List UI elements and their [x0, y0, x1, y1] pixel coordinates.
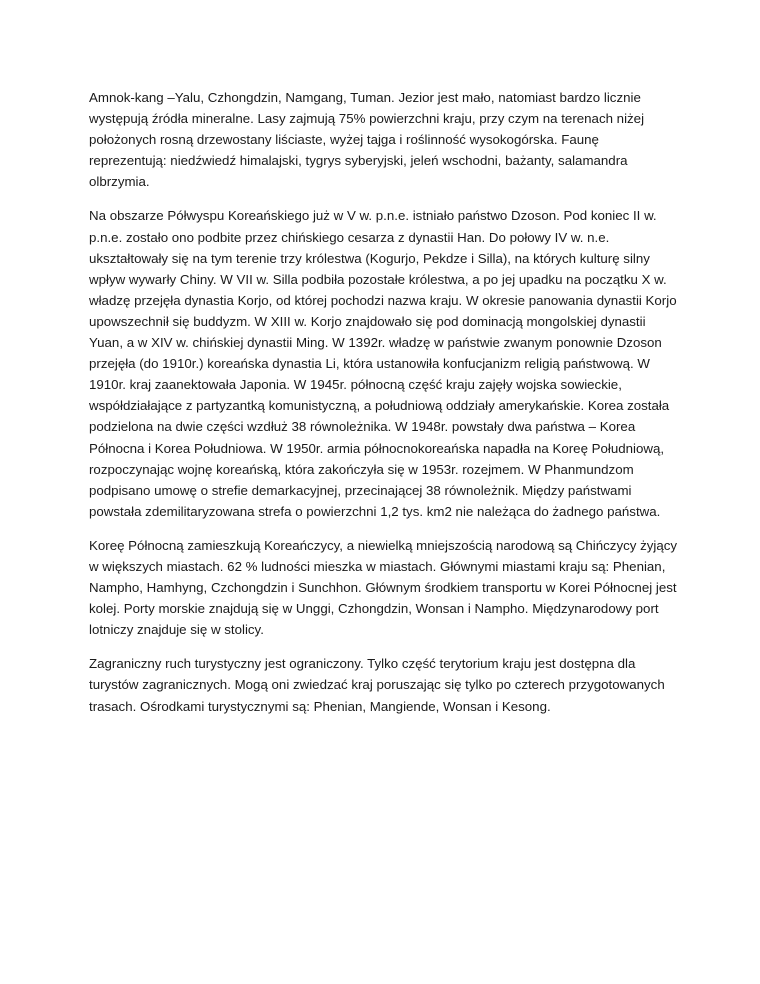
paragraph-population: Koreę Północną zamieszkują Koreańczycy, a niewielką mniejszością narodową są Chińczycy żyjący w większych miastach. 62 % ludności mieszka w miastach. Głównymi miastami kraju są: Phenian, Nampho, Hamhyng, Czchongdzin i Sunchhon. Głównym środkiem transportu w Korei Północnej jest kolej. Porty morskie znajdują się w Unggi, Czhongdzin, Wonsan i Nampho. Międzynarodowy port lotniczy znajduje się w stolicy. [89, 537, 678, 638]
document-body [89, 87, 679, 730]
paragraph-history: Na obszarze Półwyspu Koreańskiego już w V w. p.n.e. istniało państwo Dzoson. Pod koniec II w. p.n.e. zostało ono podbite przez chińskiego cesarza z dynastii Han. Do połowy IV w. n.e. ukształtowały się na tym terenie trzy królestwa (Kogurjo, Pekdze i Silla), na których kulturę silny wpływ wywarły Chiny. W VII w. Silla podbiła pozostałe królestwa, a po jej upadku na początku X w. władzę przejęła dynastia Korjo, od której pochodzi nazwa kraju. W okresie panowania dynastii Korjo upowszechnił się buddyzm. W XIII w. Korjo znajdowało się pod dominacją mongolskiej dynastii Yuan, a w XIV w. chińskiej dynastii Ming. W 1392r. władzę w państwie zwanym ponownie Dzoson przejęła (do 1910r.) koreańska dynastia Li, która ustanowiła konfucjanizm religią państwową. W 1910r. kraj zaanektowała Japonia. W 1945r. północną część kraju zajęły wojska sowieckie, współdziałające z partyzantką komunistyczną, a południową oddziały amerykańskie. Korea została podzielona na dwie części wzdłuż 38 równoleżnika. W 1948r. powstały dwa państwa – Korea Północna i Korea Południowa. W 1950r. armia północnokoreańska napadła na Koreę Południową, rozpoczynając wojnę koreańską, która zakończyła się w 1953r. rozejmem. W Phanmundzom podpisano umowę o strefie demarkacyjnej, przecinającej 38 równoleżnik. Między państwami powstała zdemilitaryzowana strefa o powierzchni 1,2 tys. km2 nie należąca do żadnego państwa. [89, 208, 677, 519]
paragraph-tourism: Zagraniczny ruch turystyczny jest ograniczony. Tylko część terytorium kraju jest dostępna dla turystów zagranicznych. Mogą oni zwiedzać kraj poruszając się tylko po czterech przygotowanych trasach. Ośrodkami turystycznymi są: Phenian, Mangiende, Wonsan i Kesong. [89, 656, 665, 714]
paragraph-geography: Amnok-kang –Yalu, Czhongdzin, Namgang, Tuman. Jezior jest mało, natomiast bardzo licznie występują źródła mineralne. Lasy zajmują 75% powierzchni kraju, przy czym na terenach niżej położonych rosną drzewostany liściaste, wyżej tajga i roślinność wysokogórska. Faunę reprezentują: niedźwiedź himalajski, tygrys syberyjski, jeleń wschodni, bażanty, salamandra olbrzymia. [89, 90, 645, 190]
